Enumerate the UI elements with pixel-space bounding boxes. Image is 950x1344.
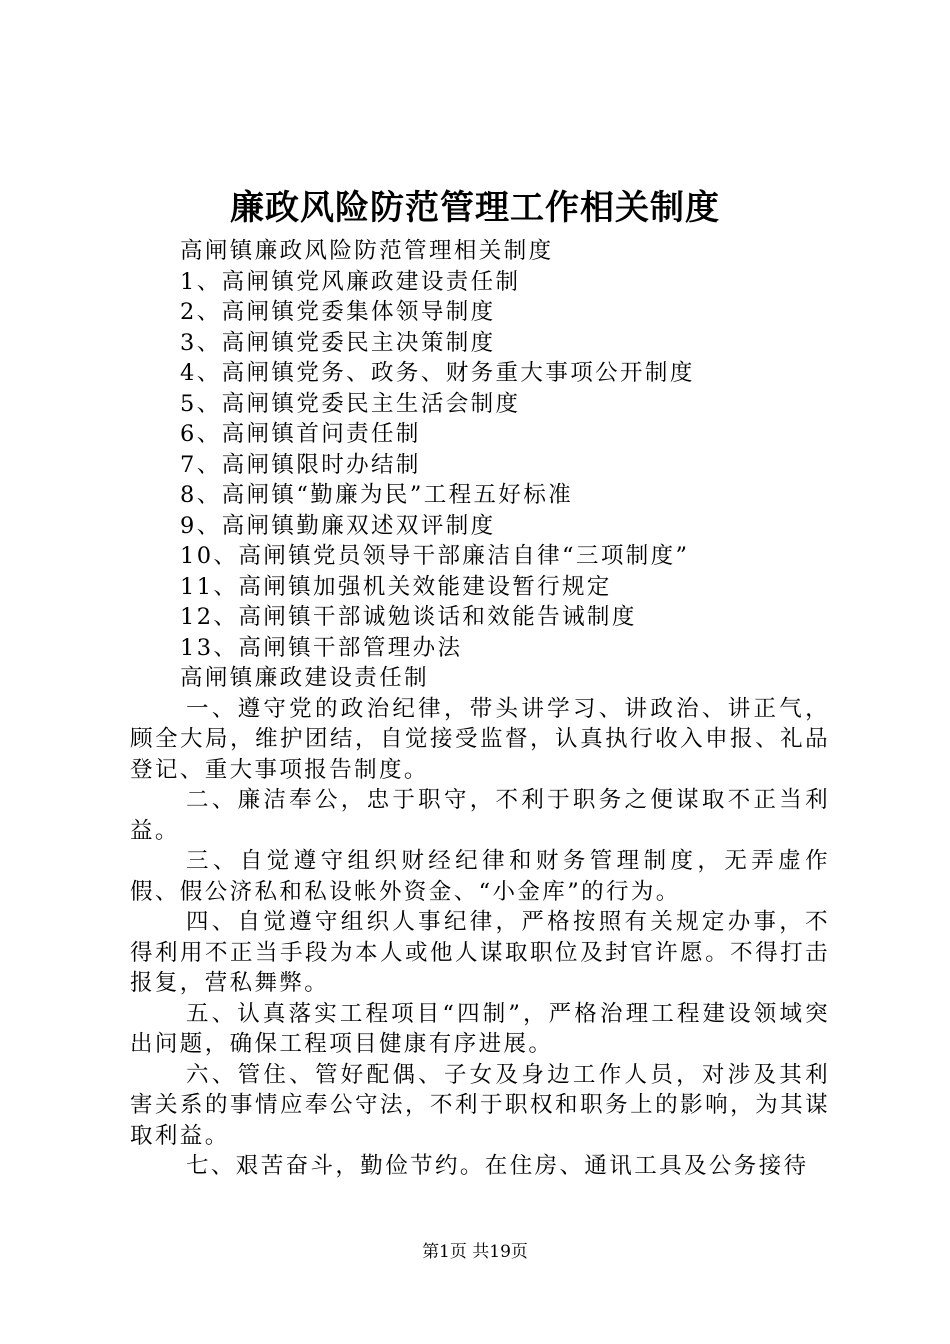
page-number-footer: 第1页 共19页 — [422, 1242, 528, 1262]
document-body — [130, 236, 830, 1182]
list-item: 1、高闸镇党风廉政建设责任制 — [180, 268, 521, 295]
list-heading: 高闸镇廉政风险防范管理相关制度 — [180, 238, 554, 264]
list-item: 11、高闸镇加强机关效能建设暂行规定 — [180, 573, 612, 600]
paragraph: 五、认真落实工程项目“四制”，严格治理工程建设领域突出问题，确保工程项目健康有序进展。 — [130, 1000, 830, 1057]
paragraph: 六、管住、管好配偶、子女及身边工作人员，对涉及其利害关系的事情应奉公守法，不利于职权和职务上的影响，为其谋取利益。 — [130, 1061, 830, 1149]
section-heading: 高闸镇廉政建设责任制 — [180, 665, 430, 691]
paragraph: 三、自觉遵守组织财经纪律和财务管理制度，无弄虚作假、假公济私和私设帐外资金、“小金库”的行为。 — [130, 848, 830, 905]
paragraph: 二、廉洁奉公，忠于职守，不利于职务之便谋取不正当利益。 — [130, 787, 830, 844]
list-item: 10、高闸镇党员领导干部廉洁自律“三项制度” — [180, 543, 690, 569]
list-item: 7、高闸镇限时办结制 — [180, 451, 421, 478]
list-item: 3、高闸镇党委民主决策制度 — [180, 329, 496, 356]
list-item: 5、高闸镇党委民主生活会制度 — [180, 390, 521, 417]
list-item: 13、高闸镇干部管理办法 — [180, 634, 463, 661]
list-item: 2、高闸镇党委集体领导制度 — [180, 299, 496, 325]
list-item: 12、高闸镇干部诚勉谈话和效能告诫制度 — [180, 604, 637, 630]
list-item: 9、高闸镇勤廉双述双评制度 — [180, 512, 496, 539]
list-item: 4、高闸镇党务、政务、财务重大事项公开制度 — [180, 360, 695, 386]
list-item: 8、高闸镇“勤廉为民”工程五好标准 — [180, 482, 574, 508]
list-item: 6、高闸镇首问责任制 — [180, 421, 421, 447]
paragraph: 四、自觉遵守组织人事纪律，严格按照有关规定办事，不得利用不正当手段为本人或他人谋取职位及封官许愿。不得打击报复，营私舞弊。 — [130, 909, 830, 996]
document-title: 廉政风险防范管理工作相关制度 — [230, 188, 720, 228]
paragraph: 七、艰苦奋斗，勤俭节约。在住房、通讯工具及公务接待 — [186, 1153, 809, 1179]
paragraph: 一、遵守党的政治纪律，带头讲学习、讲政治、讲正气，顾全大局，维护团结，自觉接受监督，认真执行收入申报、礼品登记、重大事项报告制度。 — [130, 695, 830, 783]
